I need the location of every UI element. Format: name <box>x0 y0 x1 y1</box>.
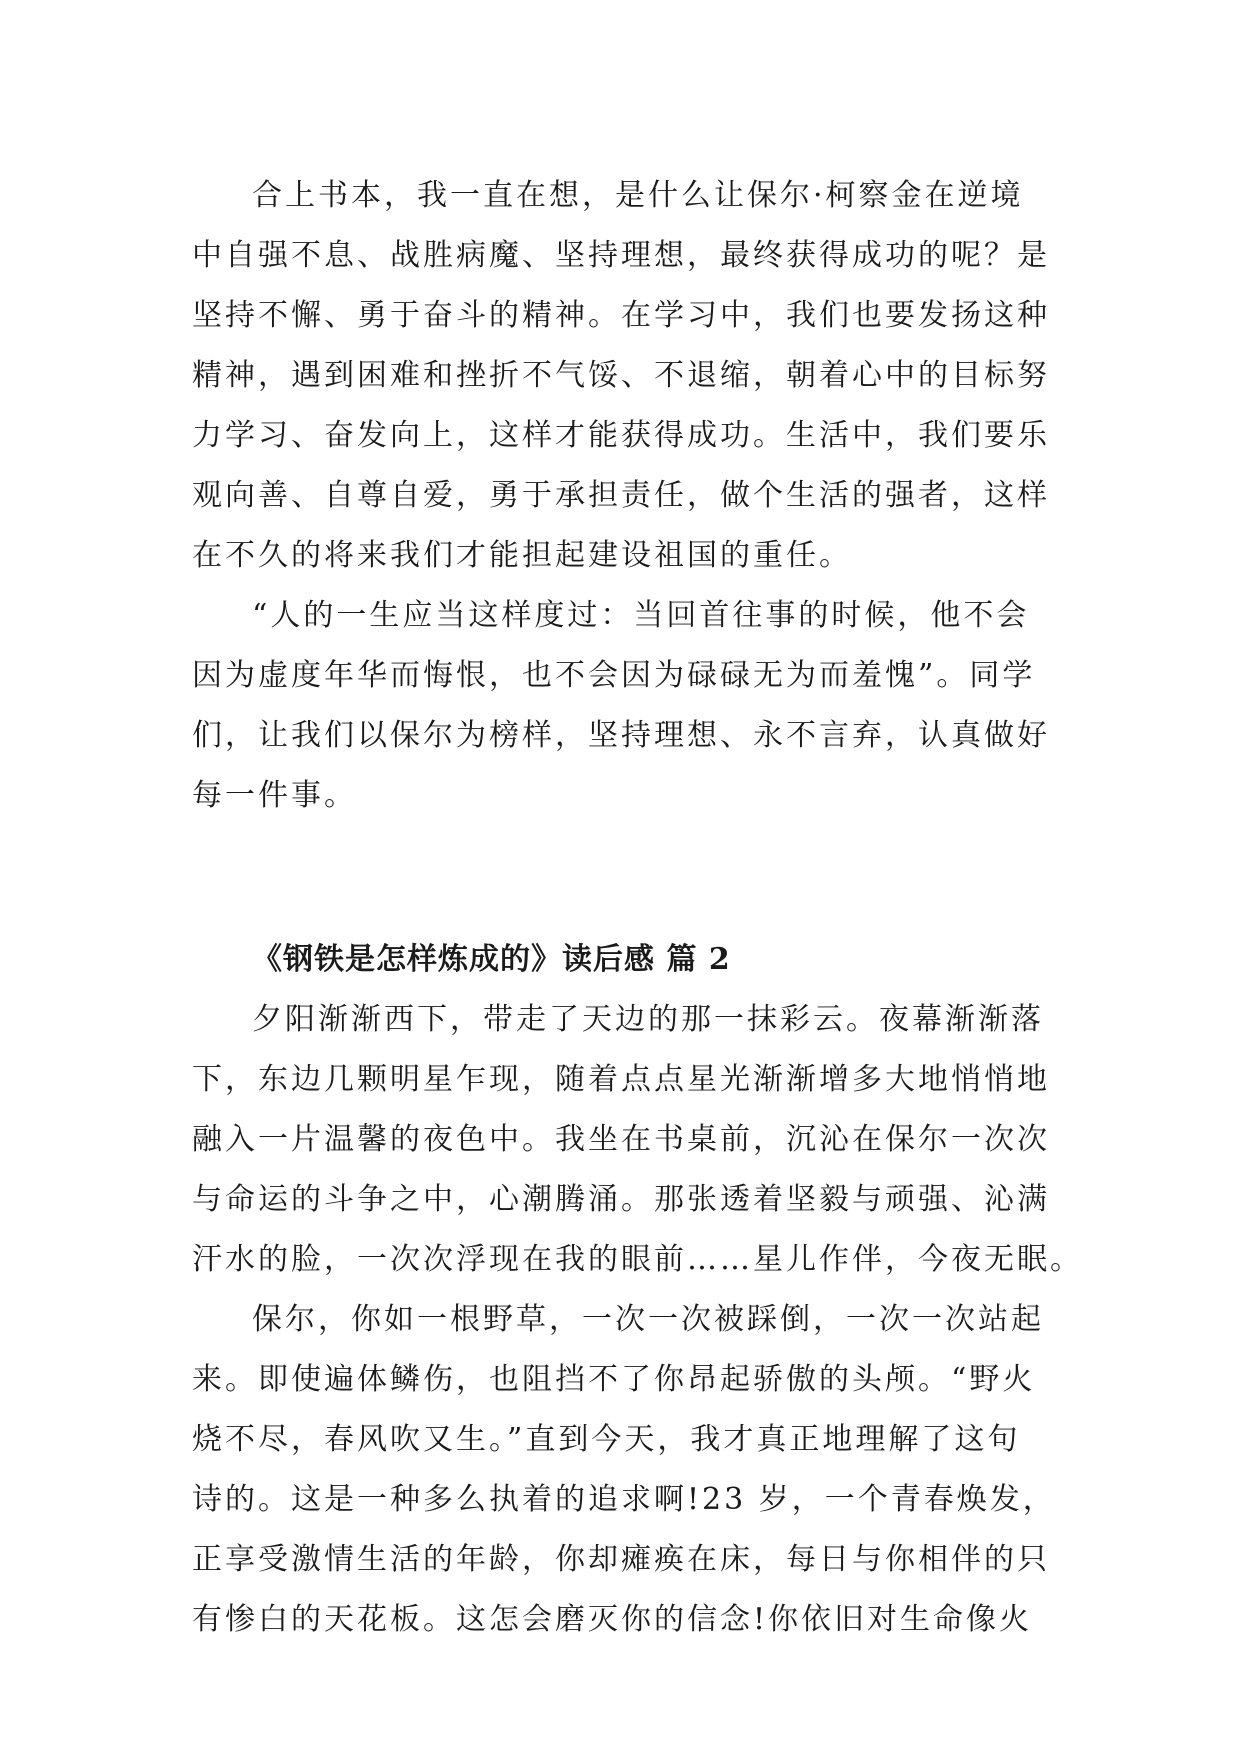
text-line: 诗的。这是一种多么执着的追求啊!23 岁，一个青春焕发， <box>192 1482 1056 1517</box>
text-line: “人的一生应当这样度过：当回首往事的时候，他不会 <box>252 598 1030 633</box>
document-page <box>192 166 1083 1650</box>
text-line: 力学习、奋发向上，这样才能获得成功。生活中，我们要乐 <box>192 418 1050 453</box>
text-line: 夕阳渐渐西下，带走了天边的那一抹彩云。夜幕渐渐落 <box>252 1002 1044 1037</box>
text-line: 来。即使遍体鳞伤，也阻挡不了你昂起骄傲的头颅。“野火 <box>192 1362 1036 1397</box>
text-line: 合上书本，我一直在想，是什么让保尔·柯察金在逆境 <box>252 178 1024 213</box>
text-line: 们，让我们以保尔为榜样，坚持理想、永不言弃，认真做好 <box>192 718 1050 753</box>
text-line: 与命运的斗争之中，心潮腾涌。那张透着坚毅与顽强、沁满 <box>192 1182 1050 1217</box>
text-line: 汗水的脸，一次次浮现在我的眼前……星儿作伴，今夜无眠。 <box>192 1242 1083 1277</box>
text-line: 精神，遇到困难和挫折不气馁、不退缩，朝着心中的目标努 <box>192 358 1050 393</box>
text-line: 中自强不息、战胜病魔、坚持理想，最终获得成功的呢？是 <box>192 238 1050 273</box>
text-line: 融入一片温馨的夜色中。我坐在书桌前，沉沁在保尔一次次 <box>192 1122 1050 1157</box>
paragraph-quote <box>192 586 1052 826</box>
text-line: 在不久的将来我们才能担起建设祖国的重任。 <box>192 538 852 573</box>
section-heading: 《钢铁是怎样炼成的》读后感 篇 2 <box>252 942 731 977</box>
text-line: 坚持不懈、勇于奋斗的精神。在学习中，我们也要发扬这种 <box>192 298 1050 333</box>
text-line: 每一件事。 <box>192 778 357 813</box>
paragraph-sunset <box>192 990 1083 1290</box>
paragraph-reflection <box>192 166 1052 586</box>
text-line: 正享受激情生活的年龄，你却瘫痪在床，每日与你相伴的只 <box>192 1542 1050 1577</box>
text-line: 下，东边几颗明星乍现，随着点点星光渐渐增多大地悄悄地 <box>192 1062 1050 1097</box>
paragraph-paul <box>192 1290 1056 1650</box>
text-line: 有惨白的天花板。这怎会磨灭你的信念!你依旧对生命像火 <box>192 1602 1033 1637</box>
section-gap <box>192 826 1052 930</box>
text-line: 烧不尽，春风吹又生。”直到今天，我才真正地理解了这句 <box>192 1422 1021 1457</box>
text-line: 观向善、自尊自爱，勇于承担责任，做个生活的强者，这样 <box>192 478 1050 513</box>
text-line: 保尔，你如一根野草，一次一次被踩倒，一次一次站起 <box>252 1302 1044 1337</box>
text-line: 因为虚度年华而悔恨，也不会因为碌碌无为而羞愧”。同学 <box>192 658 1036 693</box>
